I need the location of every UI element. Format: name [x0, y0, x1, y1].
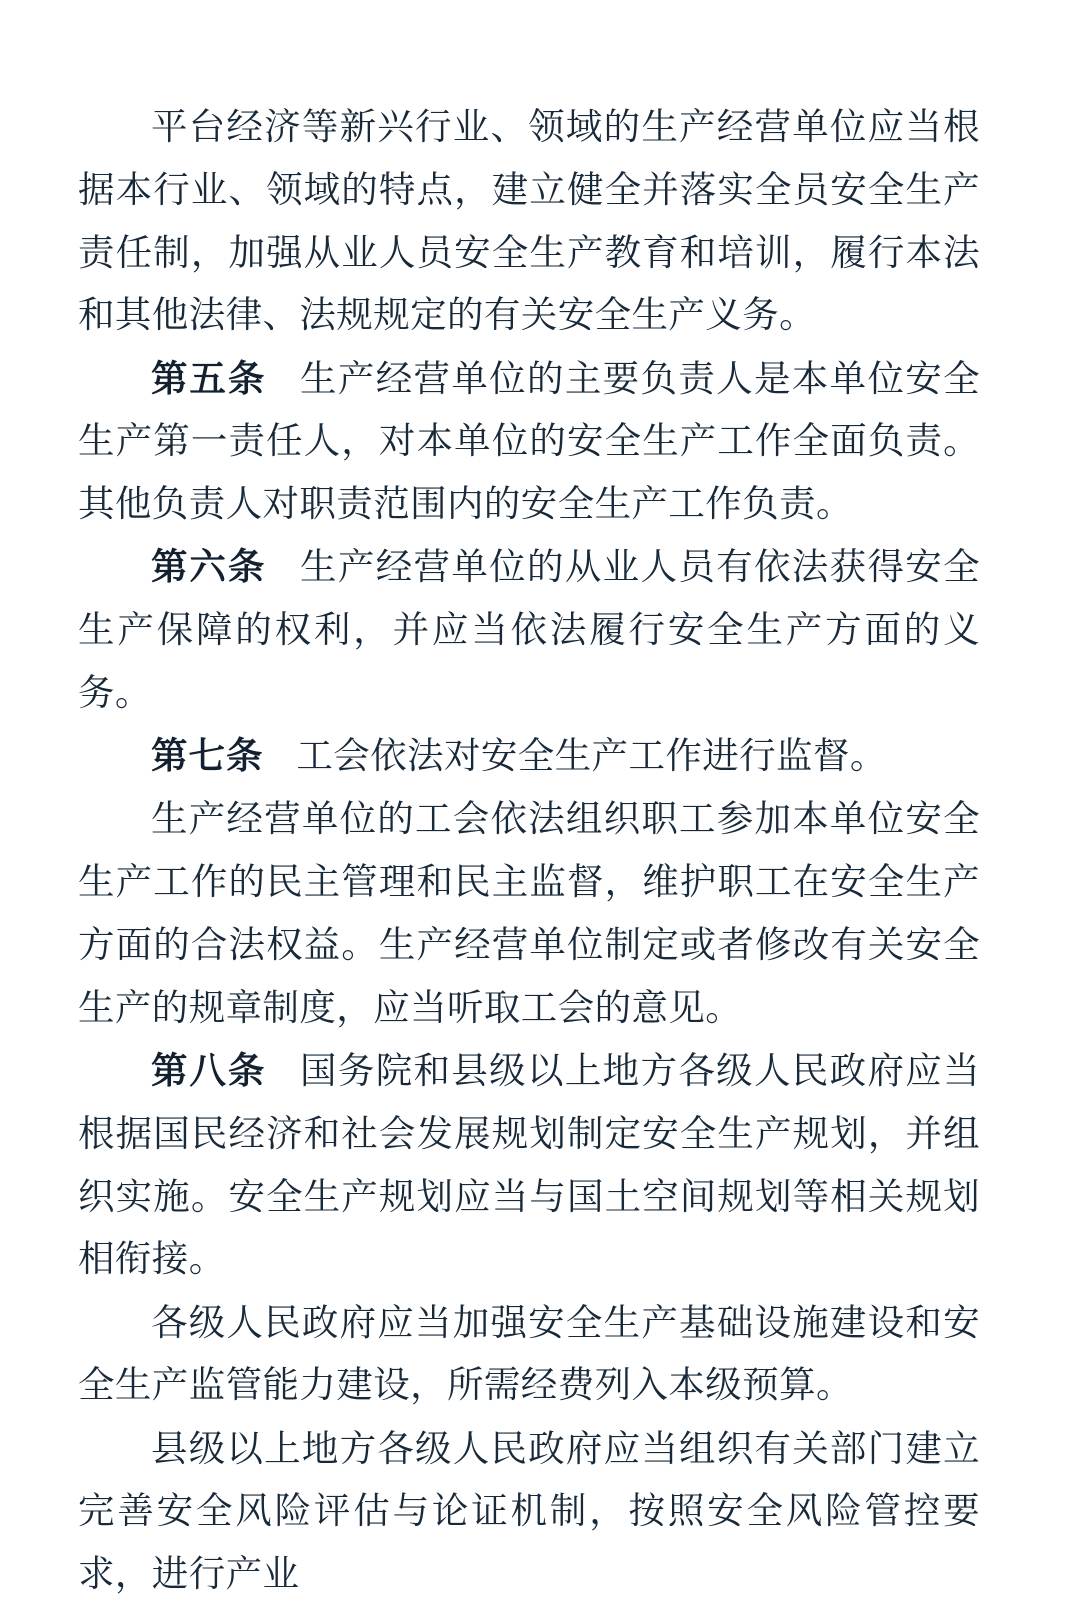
article-label: 第七条 [151, 734, 264, 778]
paragraph [78, 1292, 980, 1418]
paragraph-text: 平台经济等新兴行业、领域的生产经营单位应当根据本行业、领域的特点，建立健全并落实全员安全生产责任制，加强从业人员安全生产教育和培训，履行本法和其他法律、法规规定的有关安全生产义务。 [78, 105, 980, 337]
article-label: 第八条 [151, 1048, 267, 1092]
paragraph [78, 1418, 980, 1606]
paragraph-text: 生产经营单位的从业人员有依法获得安全生产保障的权利，并应当依法履行安全生产方面的义务。 [78, 545, 980, 714]
document-body [78, 96, 980, 1606]
paragraph [78, 96, 980, 347]
paragraph-text: 生产经营单位的工会依法组织职工参加本单位安全生产工作的民主管理和民主监督，维护职工在安全生产方面的合法权益。生产经营单位制定或者修改有关安全生产的规章制度，应当听取工会的意见。 [78, 797, 980, 1029]
paragraph [78, 536, 980, 724]
paragraph-text: 生产经营单位的主要负责人是本单位安全生产第一责任人，对本单位的安全生产工作全面负责。其他负责人对职责范围内的安全生产工作负责。 [78, 356, 980, 526]
paragraph [78, 725, 980, 788]
article-label: 第六条 [151, 545, 267, 589]
paragraph-text: 工会依法对安全生产工作进行监督。 [296, 734, 887, 778]
paragraph [78, 788, 980, 1039]
paragraph-text: 各级人民政府应当加强安全生产基础设施建设和安全生产监管能力建设，所需经费列入本级预算。 [78, 1300, 980, 1407]
paragraph-text: 国务院和县级以上地方各级人民政府应当根据国民经济和社会发展规划制定安全生产规划，并组织实施。安全生产规划应当与国土空间规划等相关规划相衔接。 [78, 1048, 980, 1281]
paragraph [78, 1040, 980, 1291]
paragraph [78, 348, 980, 536]
article-label: 第五条 [151, 356, 267, 400]
paragraph-text: 县级以上地方各级人民政府应当组织有关部门建立完善安全风险评估与论证机制，按照安全风险管控要求，进行产业 [78, 1426, 980, 1596]
